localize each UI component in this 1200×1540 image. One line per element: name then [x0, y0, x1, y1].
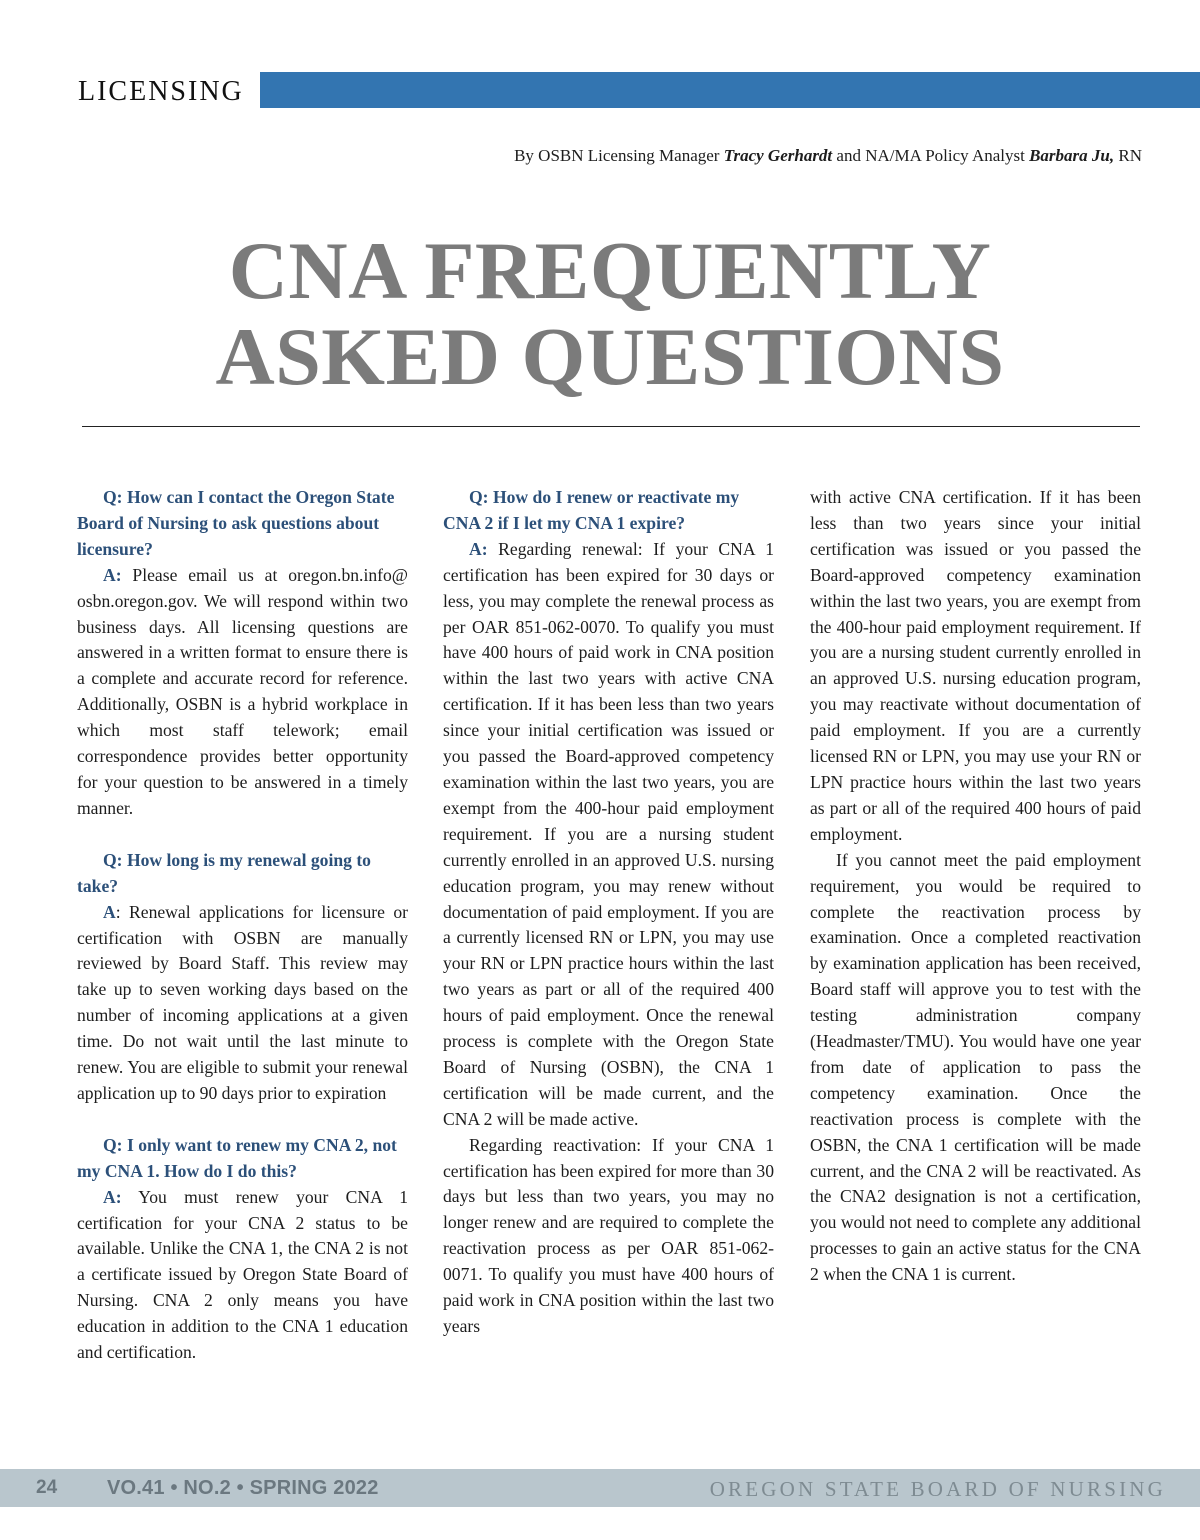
article-title — [0, 225, 1200, 402]
title-divider — [82, 426, 1140, 427]
section-accent-bar — [260, 72, 1200, 108]
answer-2-lead: A — [103, 901, 116, 922]
question-1: Q: How can I contact the Oregon State Board of Nursing to ask questions about licensure? — [77, 487, 395, 559]
byline-suffix: RN — [1114, 146, 1142, 165]
organization-name: OREGON STATE BOARD OF NURSING — [709, 1477, 1166, 1501]
answer-3 — [77, 1185, 408, 1366]
question-3: Q: I only want to renew my CNA 2, not my CNA 1. How do I do this? — [77, 1134, 397, 1181]
question-2: Q: How long is my renewal going to take? — [77, 849, 371, 896]
byline-middle: and NA/MA Policy Analyst — [832, 146, 1030, 165]
answer-1-lead: A: — [103, 564, 122, 585]
answer-1 — [77, 563, 408, 822]
answer-1-text: Please email us at oregon.bn.info@ osbn.oregon.gov. We will respond within two business days. All licensing questions are answered in a written format to ensure there is a complete and accurate record for reference. Additionally, OSBN is a hybrid workplace in which most staff telework; email correspondence provides better opportunity for your question to be answered in a timely manner. — [77, 564, 408, 818]
answer-3-text: You must renew your CNA 1 certification for your CNA 2 status to be available. Unlike the CNA 1, the CNA 2 is not a certificate issued by Oregon State Board of Nursing. CNA 2 only means you have education in addition to the CNA 1 education and certification. — [77, 1186, 408, 1363]
answer-4-examination: If you cannot meet the paid employment requirement, you would be required to complete the reactivation process by examination. Once a completed reactivation by examination application has been received, Board staff will approve you to test with the testing administration company (Headmaster/TMU). You would have one year from date of application to pass the competency examination. Once the reactivation process is complete with the OSBN, the CNA 1 certification will be made current, and the CNA 2 will be reactivated. As the CNA2 designation is not a certification, you would not need to complete any additional processes to gain an active status for the CNA 2 when the CNA 1 is current. — [810, 849, 1141, 1285]
answer-2 — [77, 900, 408, 1107]
question-4: Q: How do I renew or reactivate my CNA 2 if I let my CNA 1 expire? — [443, 487, 740, 533]
answer-4-lead: A: — [469, 538, 488, 559]
answer-3-lead: A: — [103, 1186, 122, 1207]
byline-prefix: By OSBN Licensing Manager — [514, 146, 724, 165]
section-label: LICENSING — [78, 76, 244, 107]
section-header — [0, 72, 1200, 108]
answer-4-reactivation: Regarding reactivation: If your CNA 1 certification has been expired for more than 30 days but less than two years, you may no longer renew and are required to complete the reactivation process as per OAR 851-062-0071. To qualify you must have 400 hours of paid work in CNA position within the last two years — [443, 1134, 774, 1336]
column-2 — [443, 485, 774, 1340]
title-line-1: CNA FREQUENTLY — [228, 225, 992, 316]
answer-4-renewal — [443, 537, 774, 1133]
byline-author-1: Tracy Gerhardt — [723, 146, 833, 165]
page-number: 24 — [36, 1477, 58, 1498]
column-3 — [810, 485, 1141, 1288]
column-1 — [77, 485, 408, 1366]
page-footer — [0, 1469, 1200, 1507]
answer-2-text: : Renewal applications for licensure or certification with OSBN are manually reviewed by Board Staff. This review may take up to seven working days based on the number of incoming applications at a given time. Do not wait until the last minute to renew. You are eligible to submit your renewal application up to 90 days prior to expiration — [77, 901, 408, 1103]
answer-4-text: Regarding renewal: If your CNA 1 certification has been expired for 30 days or less, you may complete the renewal process as per OAR 851-062-0070. To qualify you must have 400 hours of paid work in CNA position within the last two years with active CNA certification. If it has been less than two years since your initial certification was issued or you passed the Board-approved competency examination within the last two years, you are exempt from the 400-hour paid employment requirement. If you are a nursing student currently enrolled in an approved U.S. nursing education program, you may renew without documentation of paid employment. If you are a currently licensed RN or LPN, you may use your RN or LPN practice hours within the last two years as part or all of the required 400 hours of paid employment. Once the renewal process is complete with the Oregon State Board of Nursing (OSBN), the CNA 1 certification will be made current, and the CNA 2 will be made active. — [443, 538, 774, 1129]
issue-label: VO.41 • NO.2 • SPRING 2022 — [107, 1477, 379, 1499]
title-line-2: ASKED QUESTIONS — [215, 311, 1005, 402]
byline-author-2: Barbara Ju, — [1029, 146, 1115, 165]
answer-4-reactivation-continued: with active CNA certification. If it has been less than two years since your initial certification was issued or you passed the Board-approved competency examination within the last two years, you are exempt from the 400-hour paid employment requirement. If you are a nursing student currently enrolled in an approved U.S. nursing education program, you may reactivate without documentation of paid employment. If you are a currently licensed RN or LPN, you may use your RN or LPN practice hours within the last two years as part or all of the required 400 hours of paid employment. — [810, 487, 1141, 844]
byline — [514, 146, 1142, 166]
